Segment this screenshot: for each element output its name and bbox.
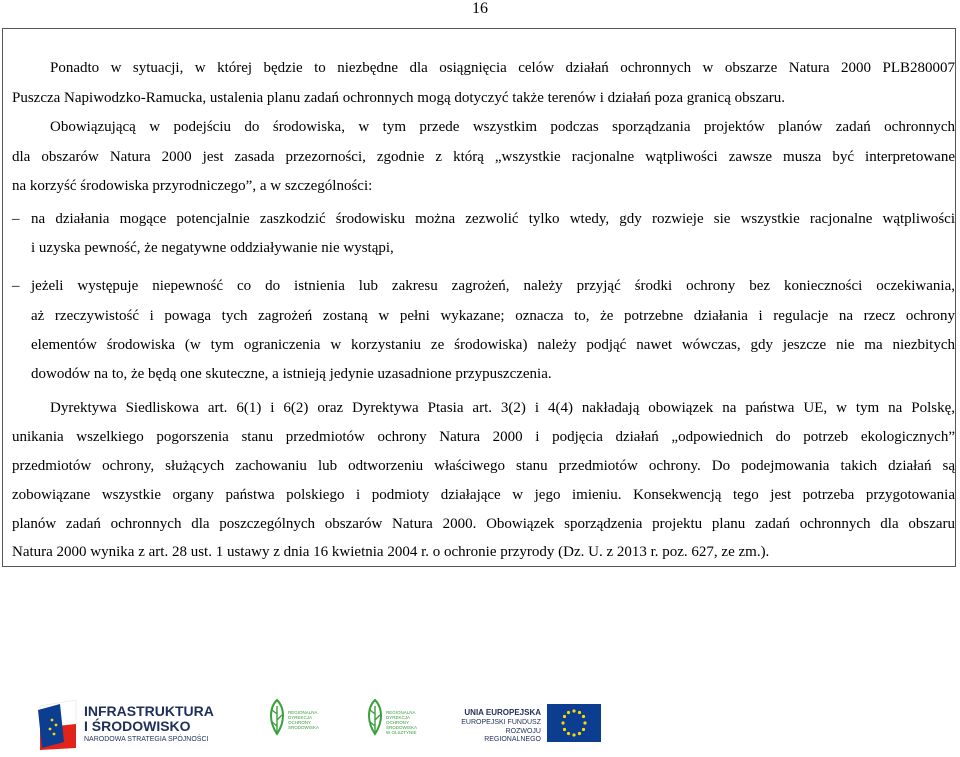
eu-logo bbox=[455, 704, 605, 746]
bullet-1-line-2: i uzyska pewność, że negatywne oddziaływanie nie wystąpi, bbox=[31, 240, 394, 256]
paragraph-3-line-2: unikania wszelkiego pogorszenia stanu przedmiotów ochrony Natura 2000 i podjęcia działań „odpowiednich do potrzeb ekologicznych” bbox=[12, 429, 955, 445]
eu-flag-icon bbox=[547, 704, 601, 742]
paragraph-3-line-6: Natura 2000 wynika z art. 28 ust. 1 ustawy z dnia 16 kwietnia 2004 r. o ochronie przyrody (Dz. U. z 2013 r. poz. 627, ze zm.). bbox=[12, 544, 770, 560]
paragraph-3-line-5: planów zadań ochronnych dla poszczególnych obszarów Natura 2000. Obowiązek sporządzenia projektu planu zadań ochronnych dla obszaru bbox=[12, 516, 955, 532]
paragraph-2-line-3: na korzyść środowiska przyrodniczego”, a w szczególności: bbox=[12, 178, 373, 194]
leaf-icon bbox=[266, 698, 288, 738]
leaf-icon bbox=[364, 698, 386, 738]
page-number: 16 bbox=[472, 0, 488, 17]
logo-text-line2: I ŚRODOWISKO bbox=[84, 718, 191, 734]
paragraph-2-line-1: Obowiązującą w podejściu do środowiska, w tym przede wszystkim podczas sporządzania projektów planów zadań ochronnych bbox=[50, 119, 955, 135]
bullet-2-line-3: elementów środowiska (w tym ograniczenia w korzystaniu ze środowiska) należy podjąć nawet wówczas, gdy jeszcze nie ma niezbitych bbox=[31, 337, 955, 353]
poland-eu-flag-icon bbox=[38, 698, 78, 750]
paragraph-3-line-3: przedmiotów ochrony, służących zachowaniu lub odtworzeniu właściwego stanu przedmiotów ochrony. Do podejmowania takich działań są bbox=[12, 458, 955, 474]
paragraph-2-line-2: dla obszarów Natura 2000 jest zasada przezorności, zgodnie z którą „wszystkie racjonalne wątpliwości zawsze musza być interpretowane bbox=[12, 149, 955, 165]
paragraph-3-line-4: zobowiązane wszystkie organy państwa polskiego i podmioty działające w jego imieniu. Konsekwencją tego jest potrzeba przygotowania bbox=[12, 487, 955, 503]
rdos-olsztyn-logo-text: REGIONALNA DYREKCJA OCHRONY ŚRODOWISKA W OLSZTYNIE bbox=[386, 710, 417, 735]
paragraph-1-line-1: Ponadto w sytuacji, w której będzie to niezbędne dla osiągnięcia celów działań ochronnych w obszarze Natura 2000 PLB280007 bbox=[50, 60, 955, 76]
paragraph-1-line-2: Puszcza Napiwodzko-Ramucka, ustalenia planu zadań ochronnych mogą dotyczyć także terenów i działań poza granicą obszaru. bbox=[12, 90, 786, 106]
rdos-logo bbox=[266, 698, 326, 748]
logo-text-line1: INFRASTRUKTURA bbox=[84, 703, 214, 719]
bullet-dash: – bbox=[12, 211, 20, 227]
paragraph-3-line-1: Dyrektywa Siedliskowa art. 6(1) i 6(2) oraz Dyrektywa Ptasia art. 3(2) i 4(4) nakładają obowiązek na państwa UE, w tym na Polskę, bbox=[50, 400, 955, 416]
content-frame bbox=[2, 28, 956, 567]
infrastruktura-srodowisko-logo bbox=[38, 692, 218, 752]
logo-text-line3: NARODOWA STRATEGIA SPÓJNOŚCI bbox=[84, 736, 209, 743]
bullet-2-line-2: aż rzeczywistość i powaga tych zagrożeń zostaną w pełni wykazane; oznacza to, że potrzebne działania i regulacje na rzecz ochrony bbox=[31, 308, 955, 324]
bullet-2-line-4: dowodów na to, że będą one skuteczne, a istnieją jedynie uzasadnione przypuszczenia. bbox=[31, 366, 552, 382]
eu-logo-line1: UNIA EUROPEJSKA bbox=[464, 708, 541, 717]
eu-logo-line2: EUROPEJSKI FUNDUSZ bbox=[461, 719, 541, 726]
footer-logos bbox=[0, 690, 960, 757]
bullet-dash: – bbox=[12, 278, 20, 294]
eu-logo-line3: ROZWOJU REGIONALNEGO bbox=[484, 728, 541, 743]
bullet-2-line-1: jeżeli występuje niepewność co do istnienia lub zakresu zagrożeń, należy przyjąć środki ochrony bez konieczności oczekiwania, bbox=[31, 278, 955, 294]
bullet-1-line-1: na działania mogące potencjalnie zaszkodzić środowisku można zezwolić tylko wtedy, gdy rozwieje sie wszystkie racjonalne wątpliwości bbox=[31, 211, 955, 227]
rdos-logo-text: REGIONALNA DYREKCJA OCHRONY ŚRODOWISKA bbox=[288, 710, 320, 730]
rdos-olsztyn-logo bbox=[364, 698, 424, 748]
